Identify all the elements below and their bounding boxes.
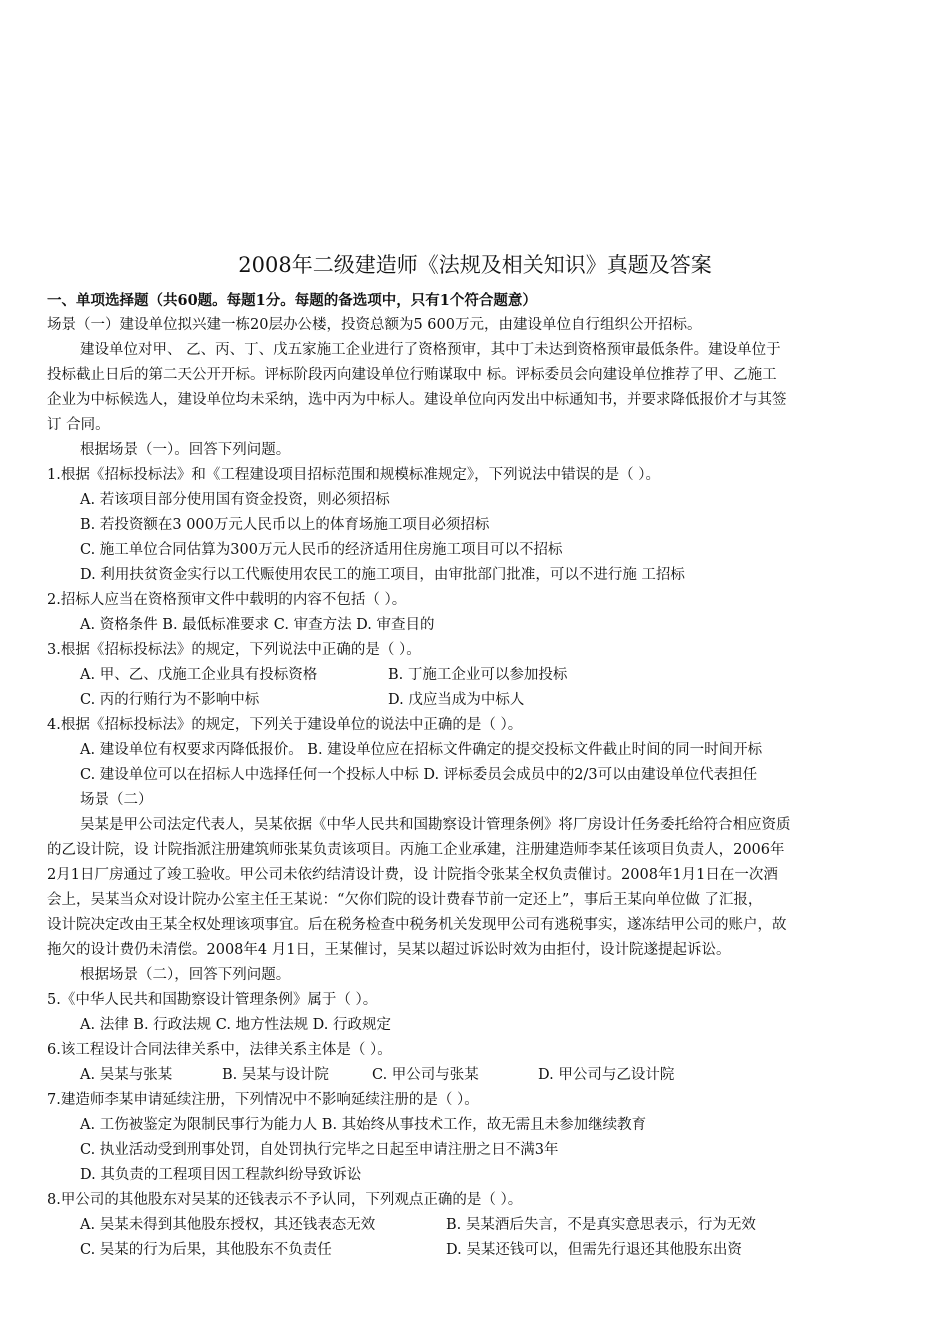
q8-option-a: A. 吴某未得到其他股东授权，其还钱表态无效 [80, 1217, 376, 1233]
q7-option-c: C. 执业活动受到刑事处罚，自处罚执行完毕之日起至申请注册之日不满3年 [80, 1142, 559, 1158]
q8-option-d: D. 吴某还钱可以，但需先行退还其他股东出资 [446, 1242, 742, 1258]
q1-option-c: C. 施工单位合同估算为300万元人民币的经济适用住房施工项目可以不招标 [80, 542, 563, 558]
scene2-prompt: 根据场景（二），回答下列问题。 [80, 967, 291, 983]
q6-option-b: B. 吴某与设计院 [222, 1067, 329, 1083]
scene1-line-2: 建设单位对甲、 乙、丙、丁、戊五家施工企业进行了资格预审，其中丁未达到资格预审最低条件。建设单位于 [80, 342, 781, 358]
q4-options-cd: C. 建设单位可以在招标人中选择任何一个投标人中标 D. 评标委员会成员中的2/3可以由建设单位代表担任 [80, 767, 758, 783]
scene1-line-4: 企业为中标候选人，建设单位均未采纳，选中丙为中标人。建设单位向丙发出中标通知书，并要求降低报价才与其签 [47, 392, 787, 408]
q6-stem: 6.该工程设计合同法律关系中，法律关系主体是（ ）。 [47, 1042, 392, 1058]
q1-stem: 1.根据《招标投标法》和《工程建设项目招标范围和规模标准规定》，下列说法中错误的是（ ）。 [47, 467, 660, 483]
scene2-line-2: 的乙设计院，设 计院指派注册建筑师张某负责该项目。丙施工企业承建，注册建造师李某任该项目负责人，2006年 [47, 842, 785, 858]
q2-stem: 2.招标人应当在资格预审文件中载明的内容不包括（ ）。 [47, 592, 407, 608]
q3-stem: 3.根据《招标投标法》的规定，下列说法中正确的是（ ）。 [47, 642, 421, 658]
scene2-line-3: 2月1日厂房通过了竣工验收。甲公司未依约结清设计费，设 计院指令张某全权负责催讨。2008年1月1日在一次酒 [47, 867, 778, 883]
scene2-line-1: 吴某是甲公司法定代表人，吴某依据《中华人民共和国勘察设计管理条例》将厂房设计任务委托给符合相应资质 [80, 817, 791, 833]
scene2-line-4: 会上，吴某当众对设计院办公室主任王某说：“欠你们院的设计费春节前一定还上”，事后王某向单位做 了汇报， [47, 892, 763, 908]
scene1-line-3: 投标截止日后的第二天公开开标。评标阶段丙向建设单位行贿谋取中 标。评标委员会向建设单位推荐了甲、乙施工 [47, 367, 777, 383]
q7-stem: 7.建造师李某申请延续注册，下列情况中不影响延续注册的是（ ）。 [47, 1092, 479, 1108]
q7-option-d: D. 其负责的工程项目因工程款纠纷导致诉讼 [80, 1167, 362, 1183]
q4-options-ab: A. 建设单位有权要求丙降低报价。 B. 建设单位应在招标文件确定的提交投标文件截止时间的同一时间开标 [80, 742, 763, 758]
q5-stem: 5.《中华人民共和国勘察设计管理条例》属于（ ）。 [47, 992, 378, 1008]
q2-options: A. 资格条件 B. 最低标准要求 C. 审查方法 D. 审查目的 [80, 617, 435, 633]
q3-option-c: C. 丙的行贿行为不影响中标 [80, 692, 260, 708]
q1-option-a: A. 若该项目部分使用国有资金投资，则必须招标 [80, 492, 390, 508]
scene1-prompt: 根据场景（一）。回答下列问题。 [80, 442, 291, 458]
scene2-line-5: 设计院决定改由王某全权处理该项事宜。后在税务检查中税务机关发现甲公司有逃税事实，遂冻结甲公司的账户，故 [47, 917, 787, 933]
scene1-line-1: 场景（一）建设单位拟兴建一栋20层办公楼，投资总额为5 600万元，由建设单位自行组织公开招标。 [47, 317, 702, 333]
q6-option-c: C. 甲公司与张某 [372, 1067, 479, 1083]
section-heading: 一、单项选择题（共60题。每题1分。每题的备选项中，只有1个符合题意） [47, 292, 537, 309]
q1-option-d: D. 利用扶贫资金实行以工代赈使用农民工的施工项目，由审批部门批准，可以不进行施 工招标 [80, 567, 685, 583]
q7-options-ab: A. 工伤被鉴定为限制民事行为能力人 B. 其始终从事技术工作，故无需且未参加继续教育 [80, 1117, 647, 1133]
q8-option-b: B. 吴某酒后失言，不是真实意思表示，行为无效 [446, 1217, 756, 1233]
scene2-line-6: 拖欠的设计费仍未清偿。2008年4 月1日，王某催讨，吴某以超过诉讼时效为由拒付，设计院遂提起诉讼。 [47, 942, 731, 958]
q4-stem: 4.根据《招标投标法》的规定，下列关于建设单位的说法中正确的是（ ）。 [47, 717, 523, 733]
scene2-label: 场景（二） [80, 792, 153, 808]
document-title: 2008年二级建造师《法规及相关知识》真题及答案 [238, 253, 712, 277]
q8-option-c: C. 吴某的行为后果，其他股东不负责任 [80, 1242, 332, 1258]
scene1-line-5: 订 合同。 [47, 417, 110, 433]
q3-option-d: D. 戊应当成为中标人 [388, 692, 525, 708]
q6-option-d: D. 甲公司与乙设计院 [538, 1067, 675, 1083]
q3-option-a: A. 甲、乙、戊施工企业具有投标资格 [80, 667, 318, 683]
q6-option-a: A. 吴某与张某 [80, 1067, 173, 1083]
q8-stem: 8.甲公司的其他股东对吴某的还钱表示不予认同，下列观点正确的是（ ）。 [47, 1192, 523, 1208]
q1-option-b: B. 若投资额在3 000万元人民币以上的体育场施工项目必须招标 [80, 517, 490, 533]
q3-option-b: B. 丁施工企业可以参加投标 [388, 667, 568, 683]
q5-options: A. 法律 B. 行政法规 C. 地方性法规 D. 行政规定 [80, 1017, 392, 1033]
